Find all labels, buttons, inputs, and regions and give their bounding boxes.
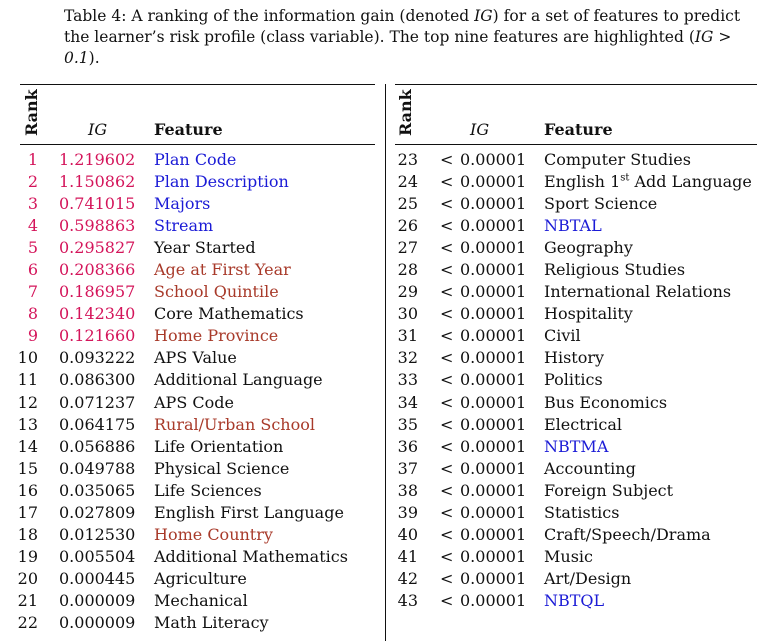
feature-cell: Mechanical: [154, 590, 248, 610]
caption-threshold: IG > 0.1: [64, 28, 732, 67]
table-row: [0, 215, 385, 237]
feature-cell: [544, 171, 752, 193]
ig-cell: 0.064175: [59, 414, 136, 434]
ig-cell: 0.00001: [460, 436, 527, 456]
rank-cell: 12: [17, 392, 38, 412]
table-row: [0, 325, 385, 347]
table-row: [0, 524, 385, 546]
rank-cell: 19: [17, 546, 38, 566]
ig-cell: 0.056886: [59, 436, 136, 456]
less-than-symbol: <: [440, 304, 454, 324]
ig-cell: 0.00001: [460, 502, 527, 522]
right-rank-header: Rank: [396, 89, 415, 136]
feature-cell: Math Literacy: [154, 612, 269, 632]
ig-cell: 0.598863: [59, 216, 136, 236]
feature-text: Religious Studies: [544, 260, 686, 280]
feature-text: History: [544, 348, 605, 368]
table-row: [386, 171, 763, 193]
feature-text: Craft/Speech/Drama: [544, 524, 711, 544]
left-ig-header: IG: [88, 120, 108, 139]
less-than-symbol: <: [440, 568, 454, 588]
feature-cell: APS Code: [154, 392, 234, 412]
ig-cell: 0.00001: [460, 304, 527, 324]
feature-cell: [544, 502, 619, 524]
rank-cell: 17: [17, 502, 38, 522]
table-row: [0, 480, 385, 502]
rank-cell: 1: [27, 150, 38, 169]
caption-suffix: ).: [88, 49, 100, 67]
feature-text: International Relations: [544, 282, 732, 302]
table-row: [386, 347, 763, 369]
caption-prefix: Table 4: A ranking of the information gain (denoted: [64, 7, 475, 25]
ig-cell: 0.00001: [460, 348, 527, 368]
right-feature-header: Feature: [544, 120, 613, 139]
rank-cell: 18: [17, 524, 38, 544]
ig-cell: 0.00001: [460, 238, 527, 258]
feature-cell: Home Country: [154, 524, 273, 544]
table-row: [0, 303, 385, 325]
feature-cell: [544, 480, 673, 502]
rank-cell: 32: [397, 348, 418, 368]
table-row: [386, 568, 763, 590]
less-than-symbol: <: [440, 480, 454, 500]
table-row: [386, 392, 763, 414]
feature-cell: Stream: [154, 216, 214, 236]
left-feature-header: Feature: [154, 120, 223, 139]
less-than-symbol: <: [440, 590, 454, 610]
table-row: [0, 612, 385, 634]
table-row: [386, 458, 763, 480]
left-header-rule: [20, 144, 375, 145]
ig-cell: 0.093222: [59, 348, 136, 368]
left-table-body: [0, 149, 385, 634]
rank-cell: 30: [397, 304, 418, 324]
rank-cell: 7: [27, 282, 38, 302]
table-row: [0, 237, 385, 259]
feature-text: Geography: [544, 238, 633, 258]
less-than-symbol: <: [440, 370, 454, 390]
rank-cell: 41: [397, 546, 418, 566]
feature-cell: Life Orientation: [154, 436, 284, 456]
less-than-symbol: <: [440, 172, 454, 192]
ig-cell: 0.012530: [59, 524, 136, 544]
ig-cell: 0.121660: [59, 326, 136, 346]
table-row: [386, 303, 763, 325]
feature-cell: [544, 590, 604, 612]
rank-cell: 25: [397, 194, 418, 214]
feature-cell: Physical Science: [154, 458, 290, 478]
rank-cell: 14: [17, 436, 38, 456]
ig-cell: 0.00001: [460, 590, 527, 610]
feature-cell: [544, 259, 685, 281]
table-row: [0, 149, 385, 171]
table-caption: [64, 6, 754, 69]
ig-cell: 0.00001: [460, 260, 527, 280]
less-than-symbol: <: [440, 524, 454, 544]
table-row: [386, 325, 763, 347]
rank-cell: 33: [397, 370, 418, 390]
feature-cell: English First Language: [154, 502, 344, 522]
table-row: [386, 149, 763, 171]
ig-cell: 0.142340: [59, 304, 136, 324]
feature-text: Foreign Subject: [544, 480, 674, 500]
feature-cell: [544, 149, 691, 171]
table-row: [386, 414, 763, 436]
table-row: [0, 193, 385, 215]
feature-cell: [544, 414, 622, 436]
ig-cell: 0.295827: [59, 238, 136, 258]
ig-cell: 0.00001: [460, 172, 527, 192]
ig-cell: 0.000009: [59, 590, 136, 610]
feature-cell: Age at First Year: [154, 260, 291, 280]
table-row: [386, 546, 763, 568]
feature-text: NBTQL: [544, 590, 605, 610]
rank-cell: 43: [397, 590, 418, 610]
table-row: [386, 369, 763, 391]
feature-cell: [544, 568, 631, 590]
feature-cell: Home Province: [154, 326, 279, 346]
table-row: [386, 590, 763, 612]
table-row: [0, 369, 385, 391]
ig-cell: 0.00001: [460, 392, 527, 412]
caption-ig-symbol: IG: [474, 7, 493, 25]
rank-cell: 28: [397, 260, 418, 280]
feature-tail: Add Language: [629, 172, 752, 192]
feature-cell: [544, 303, 633, 325]
feature-cell: Agriculture: [154, 568, 247, 588]
rank-cell: 36: [397, 436, 418, 456]
ig-cell: 0.00001: [460, 150, 527, 169]
less-than-symbol: <: [440, 326, 454, 346]
less-than-symbol: <: [440, 194, 454, 214]
feature-cell: [544, 281, 731, 303]
ig-cell: 0.027809: [59, 502, 136, 522]
rank-cell: 3: [27, 194, 38, 214]
feature-text: Politics: [544, 370, 603, 390]
rank-cell: 29: [397, 282, 418, 302]
right-top-rule: [395, 84, 757, 85]
feature-text: Electrical: [544, 414, 623, 434]
feature-superscript: st: [620, 172, 630, 184]
ig-cell: 1.219602: [59, 150, 136, 169]
ig-cell: 1.150862: [59, 172, 136, 192]
less-than-symbol: <: [440, 216, 454, 236]
rank-cell: 27: [397, 238, 418, 258]
table-row: [386, 259, 763, 281]
ig-cell: 0.00001: [460, 414, 527, 434]
rank-cell: 26: [397, 216, 418, 236]
rank-cell: 4: [27, 216, 38, 236]
table-row: [0, 281, 385, 303]
ig-cell: 0.00001: [460, 326, 527, 346]
feature-cell: [544, 369, 603, 391]
feature-text: Accounting: [544, 458, 636, 478]
less-than-symbol: <: [440, 260, 454, 280]
feature-cell: [544, 325, 581, 347]
less-than-symbol: <: [440, 150, 454, 169]
table-row: [0, 502, 385, 524]
feature-cell: [544, 392, 667, 414]
less-than-symbol: <: [440, 392, 454, 412]
ig-cell: 0.00001: [460, 370, 527, 390]
feature-cell: Additional Language: [154, 370, 323, 390]
less-than-symbol: <: [440, 502, 454, 522]
ig-cell: 0.00001: [460, 216, 527, 236]
rank-cell: 37: [397, 458, 418, 478]
less-than-symbol: <: [440, 458, 454, 478]
table-row: [0, 259, 385, 281]
table-row: [0, 436, 385, 458]
ig-cell: 0.049788: [59, 458, 136, 478]
feature-text: Art/Design: [544, 568, 632, 588]
ig-cell: 0.741015: [59, 194, 136, 214]
table-row: [0, 414, 385, 436]
rank-cell: 34: [397, 392, 418, 412]
feature-cell: [544, 347, 604, 369]
feature-cell: [544, 458, 636, 480]
ig-cell: 0.000009: [59, 612, 136, 632]
table-row: [386, 436, 763, 458]
feature-cell: Life Sciences: [154, 480, 262, 500]
rank-cell: 38: [397, 480, 418, 500]
table-row: [0, 392, 385, 414]
feature-text: NBTAL: [544, 216, 602, 236]
rank-cell: 35: [397, 414, 418, 434]
table-row: [0, 590, 385, 612]
rank-cell: 5: [27, 238, 38, 258]
table-row: [386, 215, 763, 237]
rank-cell: 21: [17, 590, 38, 610]
less-than-symbol: <: [440, 282, 454, 302]
ig-cell: 0.00001: [460, 480, 527, 500]
right-header-rule: [395, 144, 757, 145]
rank-cell: 16: [17, 480, 38, 500]
ig-cell: 0.071237: [59, 392, 136, 412]
ig-cell: 0.00001: [460, 458, 527, 478]
feature-cell: Year Started: [154, 238, 256, 258]
feature-text: Computer Studies: [544, 150, 691, 169]
rank-cell: 40: [397, 524, 418, 544]
rank-cell: 42: [397, 568, 418, 588]
feature-cell: [544, 193, 657, 215]
feature-cell: [544, 524, 711, 546]
feature-cell: [544, 237, 633, 259]
rank-cell: 23: [397, 150, 418, 169]
ig-cell: 0.186957: [59, 282, 136, 302]
ig-cell: 0.00001: [460, 546, 527, 566]
left-top-rule: [20, 84, 375, 85]
ig-cell: 0.00001: [460, 194, 527, 214]
less-than-symbol: <: [440, 546, 454, 566]
feature-text: Music: [544, 546, 593, 566]
caption-middle: ) for a set of features to predict the learner’s risk profile (class variable). The top nine features are highlighted (: [64, 7, 741, 46]
feature-cell: Plan Description: [154, 172, 289, 192]
feature-cell: School Quintile: [154, 282, 279, 302]
less-than-symbol: <: [440, 238, 454, 258]
right-ig-header: IG: [470, 120, 490, 139]
ig-cell: 0.00001: [460, 282, 527, 302]
less-than-symbol: <: [440, 436, 454, 456]
rank-cell: 11: [17, 370, 38, 390]
feature-text: Sport Science: [544, 194, 658, 214]
table-row: [0, 546, 385, 568]
table-row: [0, 568, 385, 590]
ig-cell: 0.208366: [59, 260, 136, 280]
feature-text: Hospitality: [544, 304, 633, 324]
feature-cell: Plan Code: [154, 150, 237, 169]
rank-cell: 15: [17, 458, 38, 478]
ig-cell: 0.000445: [59, 568, 136, 588]
feature-cell: [544, 215, 602, 237]
ig-cell: 0.00001: [460, 568, 527, 588]
feature-text: English 1: [544, 172, 621, 192]
rank-cell: 6: [27, 260, 38, 280]
table-row: [0, 458, 385, 480]
table-row: [0, 347, 385, 369]
table-row: [386, 281, 763, 303]
rank-cell: 20: [17, 568, 38, 588]
left-rank-header: Rank: [22, 89, 41, 136]
table-row: [386, 480, 763, 502]
rank-cell: 2: [27, 172, 38, 192]
feature-cell: APS Value: [154, 348, 237, 368]
feature-cell: [544, 436, 608, 458]
rank-cell: 9: [27, 326, 38, 346]
feature-cell: Majors: [154, 194, 211, 214]
feature-text: NBTMA: [544, 436, 609, 456]
right-table-body: [386, 149, 763, 612]
table-row: [386, 502, 763, 524]
rank-cell: 13: [17, 414, 38, 434]
rank-cell: 39: [397, 502, 418, 522]
table-row: [0, 171, 385, 193]
table-row: [386, 193, 763, 215]
ig-cell: 0.005504: [59, 546, 136, 566]
less-than-symbol: <: [440, 414, 454, 434]
feature-cell: Core Mathematics: [154, 304, 304, 324]
feature-text: Bus Economics: [544, 392, 668, 412]
feature-cell: Rural/Urban School: [154, 414, 315, 434]
rank-cell: 31: [397, 326, 418, 346]
feature-cell: [544, 546, 593, 568]
less-than-symbol: <: [440, 348, 454, 368]
feature-text: Statistics: [544, 502, 620, 522]
ig-cell: 0.035065: [59, 480, 136, 500]
table-row: [386, 524, 763, 546]
rank-cell: 8: [27, 304, 38, 324]
feature-text: Civil: [544, 326, 581, 346]
rank-cell: 24: [397, 172, 418, 192]
feature-cell: Additional Mathematics: [154, 546, 348, 566]
table-row: [386, 237, 763, 259]
ig-cell: 0.086300: [59, 370, 136, 390]
rank-cell: 10: [17, 348, 38, 368]
ig-cell: 0.00001: [460, 524, 527, 544]
rank-cell: 22: [17, 612, 38, 632]
